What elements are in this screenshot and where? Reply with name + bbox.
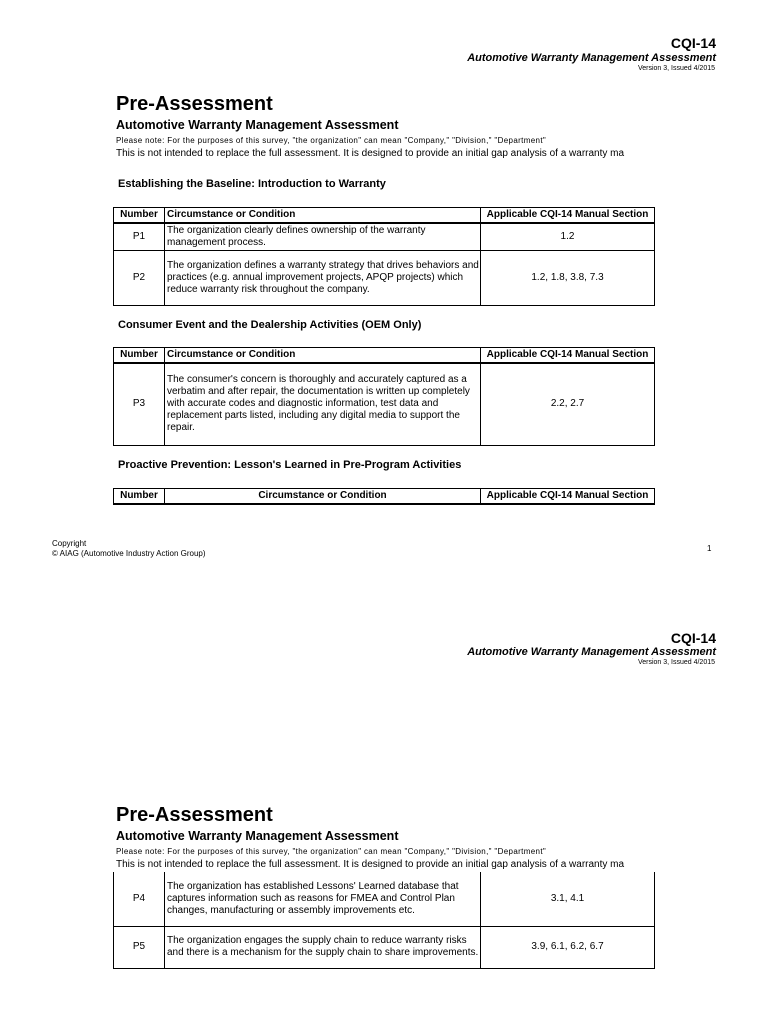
section-heading: Proactive Prevention: Lesson's Learned in Pre-Program Activities (118, 459, 462, 471)
section-heading: Establishing the Baseline: Introduction to Warranty (118, 178, 386, 190)
table-header-row (114, 489, 655, 505)
page-subtitle: Automotive Warranty Management Assessment (116, 118, 399, 132)
assessment-table (113, 872, 655, 969)
page-title: Pre-Assessment (116, 93, 273, 115)
doc-code: CQI-14 (670, 35, 716, 51)
column-header: Circumstance or Condition (165, 489, 481, 505)
row-manual-section: 1.2 (481, 223, 655, 250)
column-header: Number (114, 489, 165, 505)
doc-header-subtitle: Automotive Warranty Management Assessment (467, 52, 716, 64)
row-condition: The organization engages the supply chain to reduce warranty risks and there is a mechanism for the supply chain to share improvements. (165, 926, 481, 968)
row-manual-section: 1.2, 1.8, 3.8, 7.3 (481, 250, 655, 305)
row-number: P4 (114, 872, 165, 926)
table-row (114, 926, 655, 968)
copyright-label: Copyright (52, 539, 87, 548)
row-number: P1 (114, 223, 165, 250)
table-row (114, 223, 655, 250)
intro-text: This is not intended to replace the full assessment. It is designed to provide an initial gap analysis of a warranty ma (116, 859, 625, 870)
table-header-row (114, 348, 655, 364)
row-condition: The consumer's concern is thoroughly and accurately captured as a verbatim and after repair, the documentation is written up completely with accurate codes and diagnostic information, test data and replacement parts listed, including any digital media to support the repair. (165, 363, 481, 445)
doc-version: Version 3, Issued 4/2015 (637, 65, 715, 72)
section-heading: Consumer Event and the Dealership Activities (OEM Only) (118, 319, 422, 331)
row-condition: The organization clearly defines ownership of the warranty management process. (165, 223, 481, 250)
table-row (114, 250, 655, 305)
row-manual-section: 3.1, 4.1 (481, 872, 655, 926)
table-row (114, 872, 655, 926)
column-header: Number (114, 208, 165, 224)
doc-code: CQI-14 (670, 630, 716, 646)
row-condition: The organization has established Lessons' Learned database that captures information such as reasons for FMEA and Control Plan changes, manufacturing or assembly improvements etc. (165, 872, 481, 926)
row-condition: The organization defines a warranty strategy that drives behaviors and practices (e.g. annual improvement projects, APQP projects) which reduce warranty risk throughout the company. (165, 250, 481, 305)
row-manual-section: 3.9, 6.1, 6.2, 6.7 (481, 926, 655, 968)
row-manual-section: 2.2, 2.7 (481, 363, 655, 445)
doc-header-subtitle: Automotive Warranty Management Assessment (467, 646, 716, 658)
copyright-org: © AIAG (Automotive Industry Action Group) (52, 549, 206, 558)
table-header-row (114, 208, 655, 224)
column-header: Applicable CQI-14 Manual Section (481, 489, 655, 505)
intro-text: This is not intended to replace the full assessment. It is designed to provide an initial gap analysis of a warranty ma (116, 148, 625, 159)
row-number: P3 (114, 363, 165, 445)
table-row (114, 363, 655, 445)
assessment-table (113, 347, 655, 446)
page-subtitle: Automotive Warranty Management Assessment (116, 829, 399, 843)
page-title: Pre-Assessment (116, 804, 273, 826)
survey-note: Please note: For the purposes of this survey, "the organization" can mean "Company," "Division," "Department" (116, 136, 547, 145)
column-header: Circumstance or Condition (165, 348, 481, 364)
row-number: P5 (114, 926, 165, 968)
survey-note: Please note: For the purposes of this survey, "the organization" can mean "Company," "Division," "Department" (116, 847, 547, 856)
assessment-table (113, 207, 655, 306)
column-header: Applicable CQI-14 Manual Section (481, 348, 655, 364)
assessment-table (113, 488, 655, 505)
row-number: P2 (114, 250, 165, 305)
column-header: Circumstance or Condition (165, 208, 481, 224)
doc-version: Version 3, Issued 4/2015 (637, 659, 715, 666)
page-number: 1 (707, 544, 712, 553)
column-header: Number (114, 348, 165, 364)
column-header: Applicable CQI-14 Manual Section (481, 208, 655, 224)
